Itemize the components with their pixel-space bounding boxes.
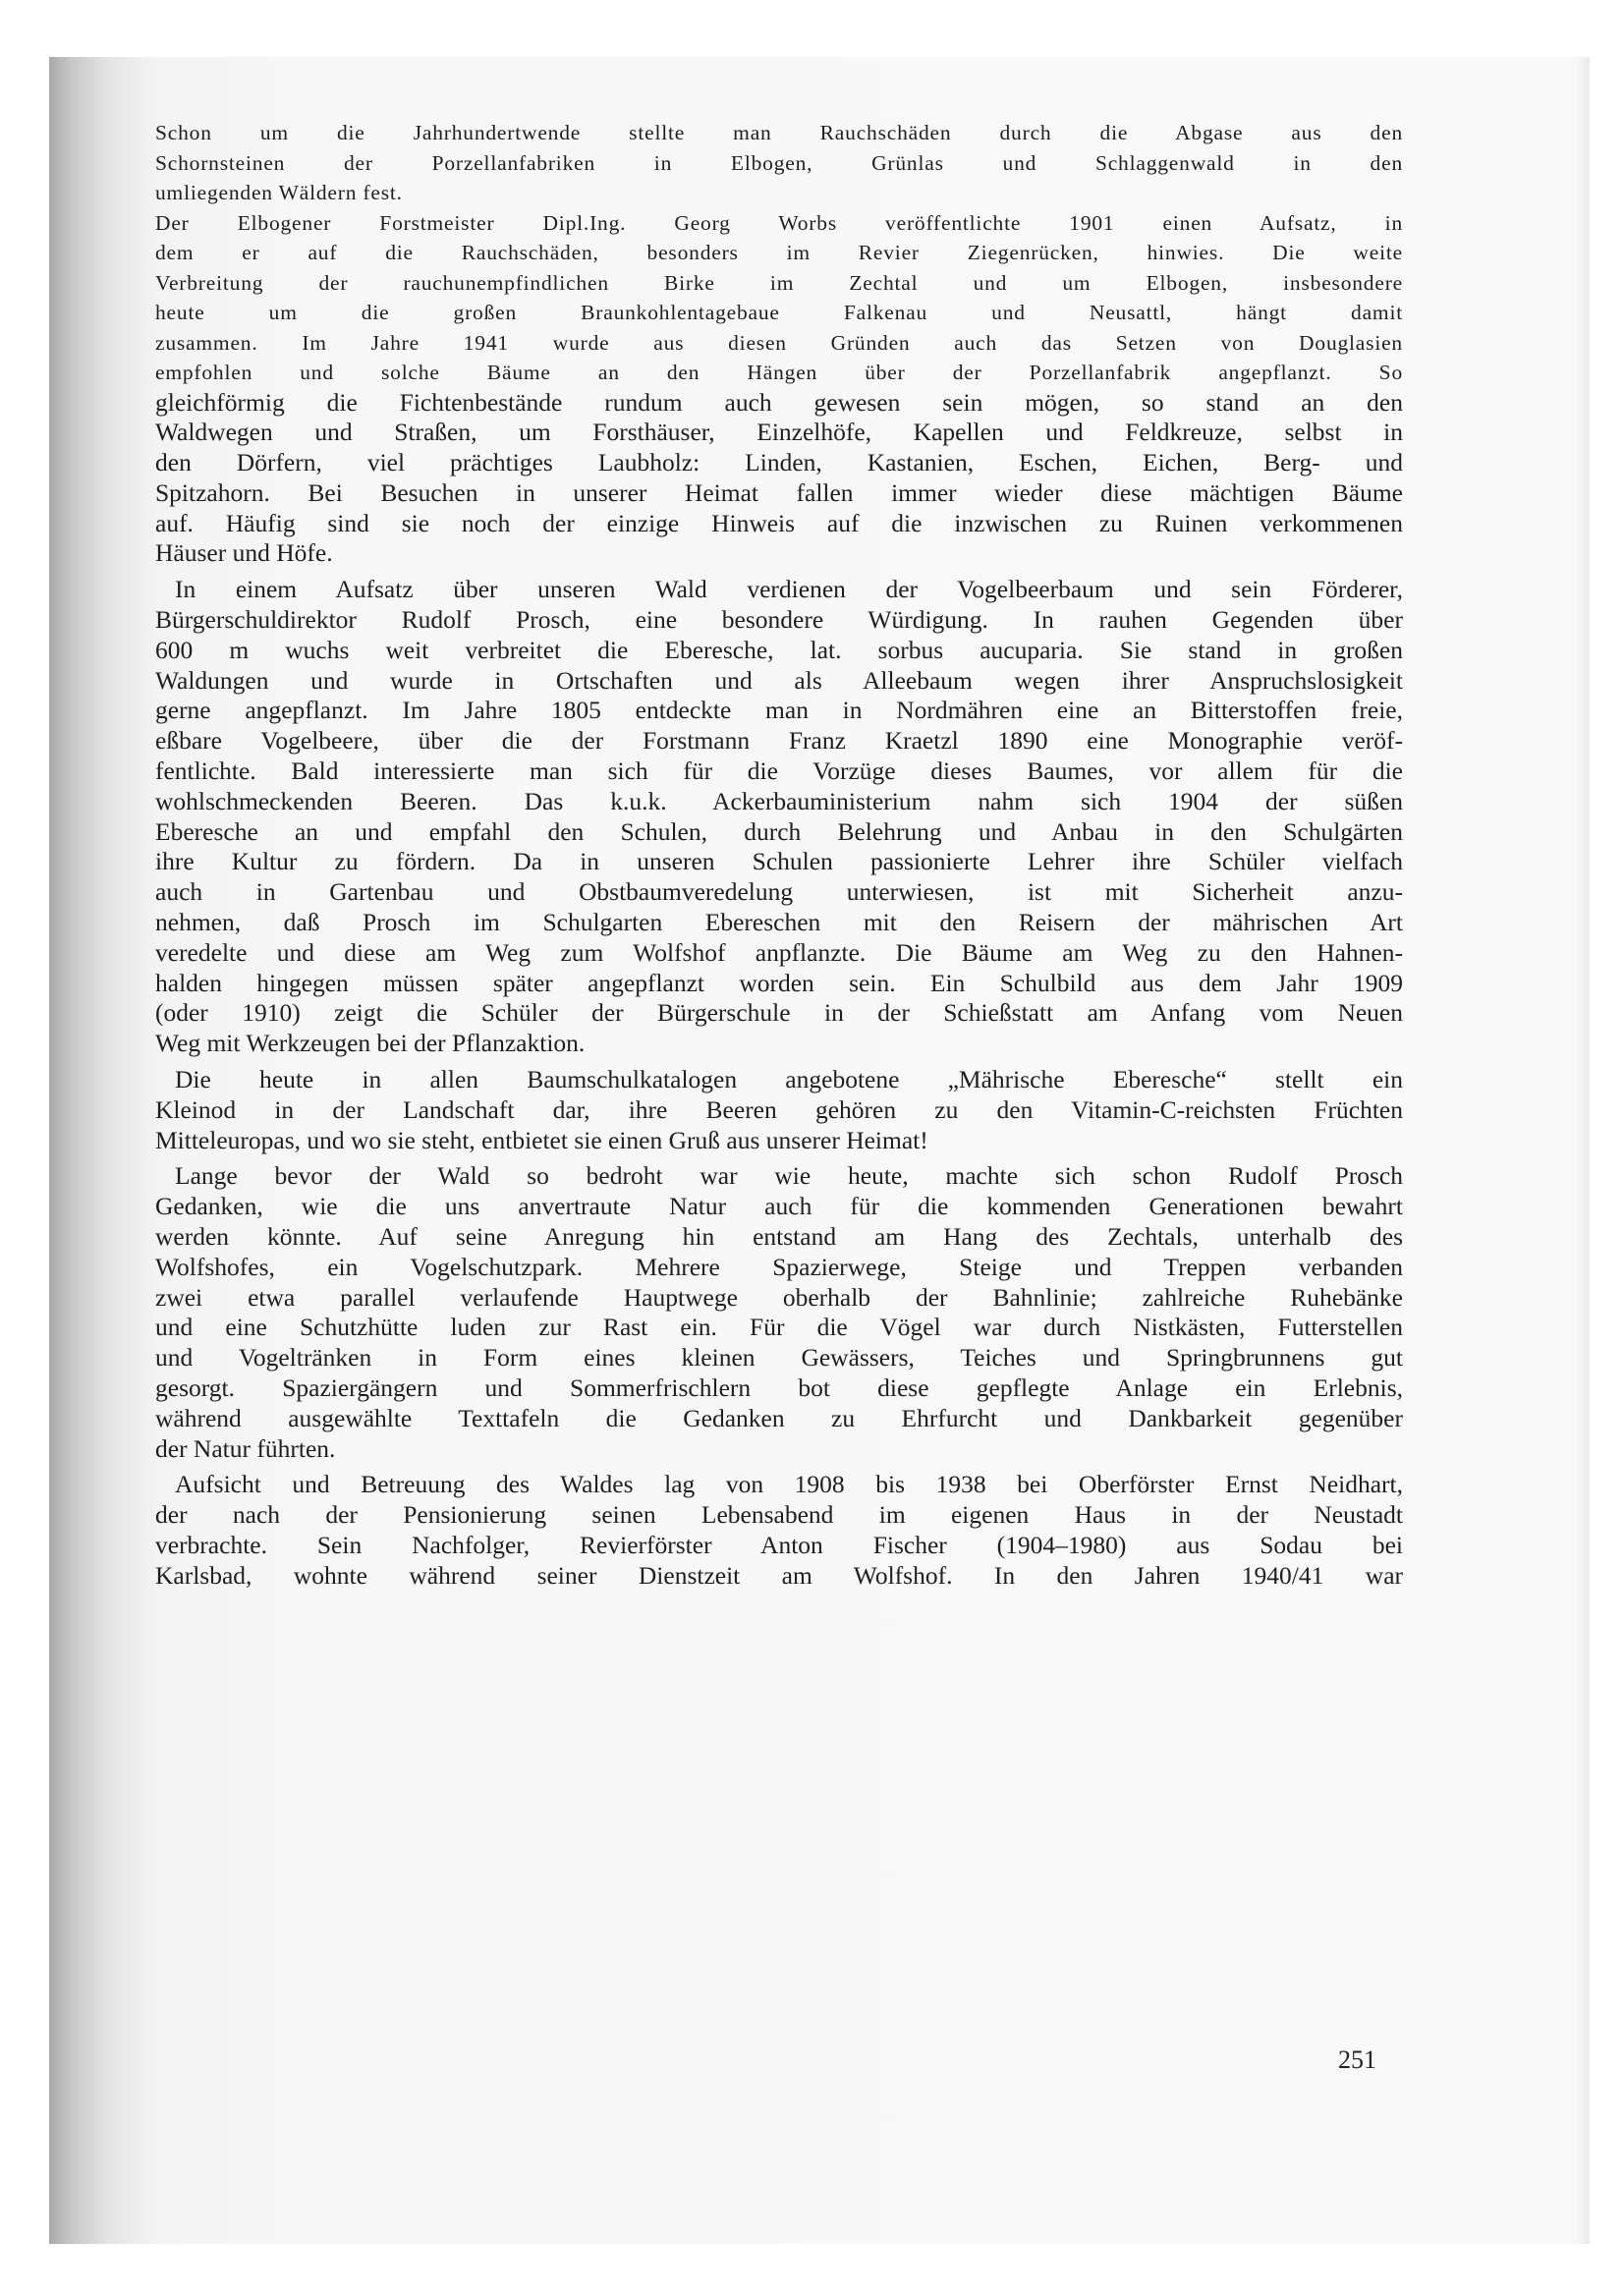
text-line: Die heute in allen Baumschulkatalogen angebotene „Mährische Eberesche“ stellt ein (175, 1065, 1403, 1094)
paragraph (155, 388, 1403, 570)
text-line: zusammen. Im Jahre 1941 wurde aus diesen Gründen auch das Setzen von Douglasien (155, 330, 1403, 355)
text-line: dem er auf die Rauchschäden, besonders im Revier Ziegenrücken, hinwies. Die weite (155, 241, 1403, 264)
page-edge-shadow (1576, 57, 1590, 2244)
text-line: (oder 1910) zeigt die Schüler der Bürgerschule in der Schießstatt am Anfang vom Neuen (155, 998, 1403, 1028)
text-line: Häuser und Höfe. (155, 538, 333, 568)
text-line: Verbreitung der rauchunempfindlichen Birke im Zechtal und um Elbogen, insbesondere (155, 270, 1403, 295)
text-line: Wolfshofes, ein Vogelschutzpark. Mehrere Spazierwege, Steige und Treppen verbanden (155, 1252, 1403, 1281)
text-line: werden könnte. Auf seine Anregung hin entstand am Hang des Zechtals, unterhalb des (155, 1222, 1403, 1252)
paragraph (155, 1161, 1403, 1464)
text-line: umliegenden Wäldern fest. (155, 181, 403, 204)
page-number: 251 (1338, 2045, 1376, 2074)
text-line: wohlschmeckenden Beeren. Das k.u.k. Ackerbauministerium nahm sich 1904 der süßen (155, 786, 1403, 815)
text-line: und eine Schutzhütte luden zur Rast ein. Für die Vögel war durch Nistkästen, Futterstellen (155, 1313, 1403, 1342)
paragraph (155, 118, 1403, 208)
text-line: veredelte und diese am Weg zum Wolfshof anpflanzte. Die Bäume am Weg zu den Hahnen- (155, 937, 1403, 967)
text-line: und Vogeltränken in Form eines kleinen Gewässers, Teiches und Springbrunnens gut (155, 1343, 1403, 1372)
text-line: Lange bevor der Wald so bedroht war wie heute, machte sich schon Rudolf Prosch (175, 1161, 1403, 1191)
text-line: den Dörfern, viel prächtiges Laubholz: Linden, Kastanien, Eschen, Eichen, Berg- und (155, 448, 1403, 477)
text-line: Weg mit Werkzeugen bei der Pflanzaktion. (155, 1029, 586, 1058)
text-line: Schon um die Jahrhundertwende stellte man Rauchschäden durch die Abgase aus den (155, 121, 1403, 144)
text-line: auf. Häufig sind sie noch der einzige Hinweis auf die inzwischen zu Ruinen verkommenen (155, 508, 1403, 537)
text-line: gleichförmig die Fichtenbestände rundum auch gewesen sein mögen, so stand an den (155, 387, 1403, 417)
text-line: zwei etwa parallel verlaufende Hauptwege oberhalb der Bahnlinie; zahlreiche Ruhebänke (155, 1282, 1403, 1312)
text-line: empfohlen und solche Bäume an den Hängen über der Porzellanfabrik angepflanzt. So (155, 361, 1403, 384)
text-line: Der Elbogener Forstmeister Dipl.Ing. Georg Worbs veröffentlichte 1901 einen Aufsatz, in (155, 210, 1403, 235)
text-line: der nach der Pensionierung seinen Lebensabend im eigenen Haus in der Neustadt (155, 1500, 1403, 1530)
text-line: eßbare Vogelbeere, über die der Forstmann Franz Kraetzl 1890 eine Monographie veröf- (155, 726, 1403, 756)
paragraph (155, 575, 1403, 1059)
paragraph (155, 208, 1403, 388)
text-line: In einem Aufsatz über unseren Wald verdienen der Vogelbeerbaum und sein Förderer, (175, 575, 1403, 604)
text-line: Waldwegen und Straßen, um Forsthäuser, Einzelhöfe, Kapellen und Feldkreuze, selbst in (155, 418, 1403, 447)
text-line: der Natur führten. (155, 1433, 336, 1463)
text-line: fentlichte. Bald interessierte man sich für die Vorzüge dieses Baumes, vor allem für die (155, 756, 1403, 786)
text-line: Gedanken, wie die uns anvertraute Natur auch für die kommenden Generationen bewahrt (155, 1192, 1403, 1221)
text-line: gerne angepflanzt. Im Jahre 1805 entdeckte man in Nordmähren eine an Bitterstoffen freie, (155, 696, 1403, 725)
text-line: ihre Kultur zu fördern. Da in unseren Schulen passionierte Lehrer ihre Schüler vielfach (155, 847, 1403, 876)
paragraph (155, 1065, 1403, 1155)
text-line: Bürgerschuldirektor Rudolf Prosch, eine besondere Würdigung. In rauhen Gegenden über (155, 605, 1403, 635)
text-line: verbrachte. Sein Nachfolger, Revierförster Anton Fischer (1904–1980) aus Sodau bei (155, 1530, 1403, 1559)
text-line: Kleinod in der Landschaft dar, ihre Beeren gehören zu den Vitamin-C-reichsten Früchten (155, 1094, 1403, 1124)
text-line: Karlsbad, wohnte während seiner Dienstzeit am Wolfshof. In den Jahren 1940/41 war (155, 1560, 1403, 1590)
text-line: Schornsteinen der Porzellanfabriken in Elbogen, Grünlas und Schlaggenwald in den (155, 150, 1403, 175)
text-line: halden hingegen müssen später angepflanzt worden sein. Ein Schulbild aus dem Jahr 1909 (155, 968, 1403, 997)
body-text (155, 118, 1403, 1592)
text-line: Spitzahorn. Bei Besuchen in unserer Heimat fallen immer wieder diese mächtigen Bäume (155, 477, 1403, 507)
text-line: nehmen, daß Prosch im Schulgarten Ebereschen mit den Reisern der mährischen Art (155, 908, 1403, 937)
text-line: heute um die großen Braunkohlentagebaue Falkenau und Neusattl, hängt damit (155, 301, 1403, 324)
text-line: gesorgt. Spaziergängern und Sommerfrischlern bot diese gepflegte Anlage ein Erlebnis, (155, 1373, 1403, 1402)
text-line: Eberesche an und empfahl den Schulen, durch Belehrung und Anbau in den Schulgärten (155, 816, 1403, 846)
text-line: während ausgewählte Texttafeln die Gedanken zu Ehrfurcht und Dankbarkeit gegenüber (155, 1403, 1403, 1432)
text-line: Mitteleuropas, und wo sie steht, entbietet sie einen Gruß aus unserer Heimat! (155, 1125, 928, 1154)
text-line: Aufsicht und Betreuung des Waldes lag von 1908 bis 1938 bei Oberförster Ernst Neidhart, (175, 1470, 1403, 1499)
paragraph (155, 1470, 1403, 1591)
text-line: auch in Gartenbau und Obstbaumveredelung unterwiesen, ist mit Sicherheit anzu- (155, 877, 1403, 907)
text-line: 600 m wuchs weit verbreitet die Eberesche, lat. sorbus aucuparia. Sie stand in großen (155, 635, 1403, 664)
text-line: Waldungen und wurde in Ortschaften und als Alleebaum wegen ihrer Anspruchslosigkeit (155, 665, 1403, 695)
